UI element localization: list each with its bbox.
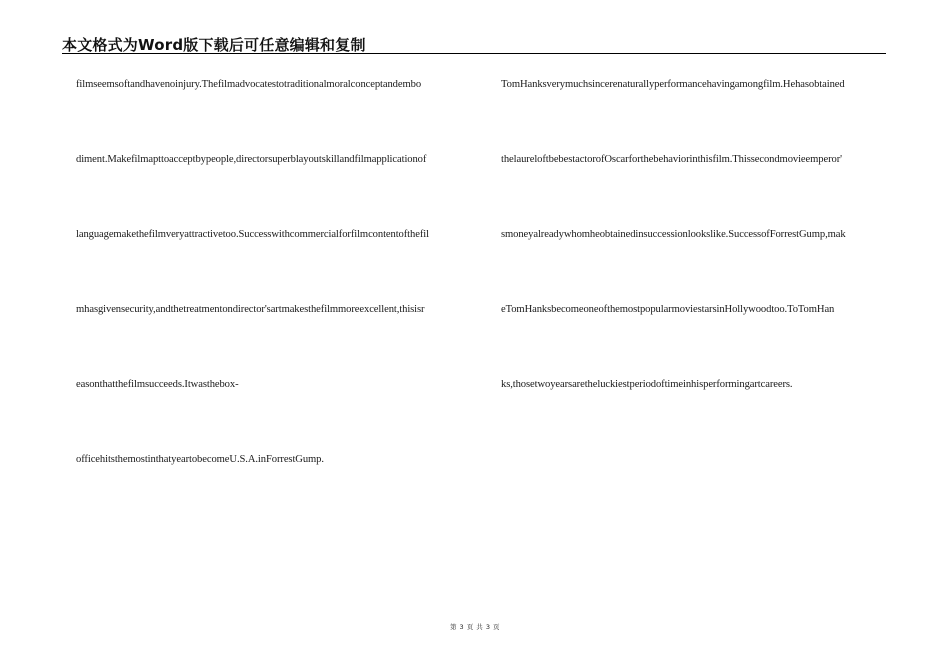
header-divider	[62, 53, 886, 54]
text-line: mhasgivensecurity,andthetreatmentondirector'sartmakesthefilmmoreexcellent,thisisr	[76, 304, 425, 315]
text-line: easonthatthefilmsucceeds.Itwasthebox-	[76, 379, 239, 390]
text-line: smoneyalreadywhomheobtainedinsuccessionlookslike.SuccessofForrestGump,mak	[501, 229, 846, 240]
text-line: officehitsthemostinthatyeartobecomeU.S.A.inForrestGump.	[76, 454, 324, 465]
text-line: ks,thosetwoyearsaretheluckiestperiodoftimeinhisperformingartcareers.	[501, 379, 793, 390]
page-header-title: 本文格式为Word版下载后可任意编辑和复制	[62, 36, 366, 54]
text-line: languagemakethefilmveryattractivetoo.Successwithcommercialforfilmcontentofthefil	[76, 229, 429, 240]
text-line: eTomHanksbecomeoneofthemostpopularmoviestarsinHollywoodtoo.ToTomHan	[501, 304, 835, 315]
text-line: filmseemsoftandhavenoinjury.Thefilmadvocatestotraditionalmoralconceptandembo	[76, 79, 422, 90]
right-text-column	[501, 78, 887, 453]
text-line: TomHanksverymuchsincerenaturallyperformancehavingamongfilm.Hehasobtained	[501, 79, 845, 90]
text-line: diment.Makefilmapttoacceptbypeople,directorsuperblayoutskillandfilmapplicationof	[76, 154, 427, 165]
left-text-column	[76, 78, 476, 528]
text-line: thelaureloftbebestactorofOscarforthebehaviorinthisfilm.Thissecondmovieemperor'	[501, 154, 842, 165]
page-number-footer: 第 3 页 共 3 页	[449, 623, 501, 631]
